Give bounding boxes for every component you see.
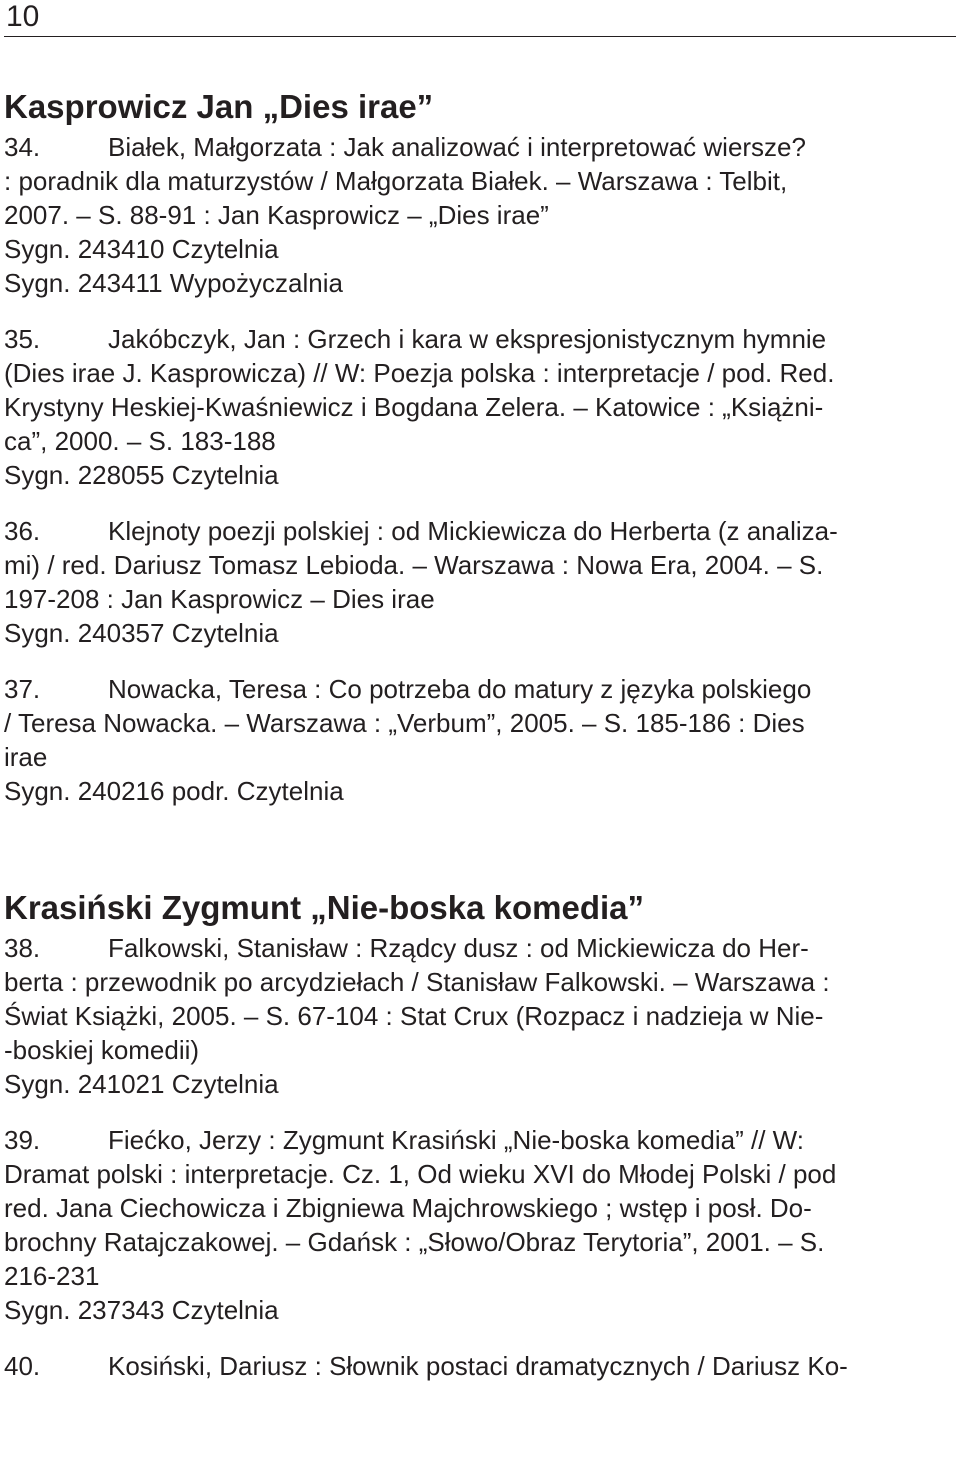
- entry-number: 35.: [4, 324, 41, 354]
- entry-text: Białek, Małgorzata : Jak analizować i interpretować wiersze?: [108, 132, 806, 162]
- entry-text: irae: [4, 742, 48, 772]
- entry-text: Fiećko, Jerzy : Zygmunt Krasiński „Nie-boska komedia” // W:: [108, 1125, 804, 1155]
- bibliography-entry: [4, 672, 956, 808]
- entry-text-line: [4, 164, 956, 198]
- entry-text-line: [4, 1259, 956, 1293]
- entry-text-line: [4, 1157, 956, 1191]
- entry-number: 40.: [4, 1351, 41, 1381]
- bibliography-content: [4, 86, 956, 1383]
- entry-number: 39.: [4, 1125, 41, 1155]
- bibliography-entry: [4, 931, 956, 1101]
- entry-text-line: [4, 706, 956, 740]
- bibliography-entry: [4, 514, 956, 650]
- entry-text: 216-231: [4, 1261, 100, 1291]
- entry-text-line: [4, 1349, 956, 1383]
- entry-text-line: [4, 322, 956, 356]
- entry-text-line: [4, 740, 956, 774]
- entry-text: brochny Ratajczakowej. – Gdańsk : „Słowo/Obraz Terytoria”, 2001. – S.: [4, 1227, 825, 1257]
- entry-text: Dramat polski : interpretacje. Cz. 1, Od wieku XVI do Młodej Polski / pod: [4, 1159, 837, 1189]
- entry-text-line: [4, 965, 956, 999]
- entry-text: 197-208 : Jan Kasprowicz – Dies irae: [4, 584, 435, 614]
- entry-text-line: [4, 1191, 956, 1225]
- shelfmark: Sygn. 240216 podr. Czytelnia: [4, 776, 344, 806]
- entry-text-line: [4, 672, 956, 706]
- bibliography-section: [4, 86, 956, 808]
- shelfmark: Sygn. 241021 Czytelnia: [4, 1069, 279, 1099]
- bibliography-entry: [4, 1123, 956, 1327]
- entry-text: : poradnik dla maturzystów / Małgorzata Białek. – Warszawa : Telbit,: [4, 166, 788, 196]
- bibliography-section: [4, 887, 956, 1383]
- entry-number: 37.: [4, 674, 41, 704]
- entry-text: Jakóbczyk, Jan : Grzech i kara w ekspresjonistycznym hymnie: [108, 324, 827, 354]
- entry-text-line: [4, 999, 956, 1033]
- shelfmark: Sygn. 243411 Wypożyczalnia: [4, 268, 343, 298]
- entry-text-line: [4, 1123, 956, 1157]
- entry-text: 2007. – S. 88-91 : Jan Kasprowicz – „Dies irae”: [4, 200, 549, 230]
- section-heading: Kasprowicz Jan „Dies irae”: [4, 88, 434, 125]
- entry-text-line: [4, 424, 956, 458]
- entry-text: Świat Książki, 2005. – S. 67-104 : Stat Crux (Rozpacz i nadzieja w Nie-: [4, 1001, 824, 1031]
- entry-text-line: [4, 514, 956, 548]
- shelfmark: Sygn. 237343 Czytelnia: [4, 1295, 279, 1325]
- shelfmark: Sygn. 240357 Czytelnia: [4, 618, 279, 648]
- section-heading: Krasiński Zygmunt „Nie-boska komedia”: [4, 889, 645, 926]
- entry-text-line: [4, 931, 956, 965]
- entry-text: Nowacka, Teresa : Co potrzeba do matury z języka polskiego: [108, 674, 812, 704]
- entry-text: Klejnoty poezji polskiej : od Mickiewicza do Herberta (z analiza-: [108, 516, 838, 546]
- entry-text: / Teresa Nowacka. – Warszawa : „Verbum”, 2005. – S. 185-186 : Dies: [4, 708, 805, 738]
- bibliography-entry: [4, 130, 956, 300]
- entry-text: -boskiej komedii): [4, 1035, 200, 1065]
- entry-text: Krystyny Heskiej-Kwaśniewicz i Bogdana Zelera. – Katowice : „Książni-: [4, 392, 824, 422]
- entry-number: 34.: [4, 132, 41, 162]
- entry-text-line: [4, 1225, 956, 1259]
- entry-text: Falkowski, Stanisław : Rządcy dusz : od Mickiewicza do Her-: [108, 933, 809, 963]
- entry-text-line: [4, 390, 956, 424]
- entry-text: berta : przewodnik po arcydziełach / Stanisław Falkowski. – Warszawa :: [4, 967, 830, 997]
- entry-text-line: [4, 582, 956, 616]
- entry-number: 38.: [4, 933, 41, 963]
- entry-text-line: [4, 130, 956, 164]
- bibliography-entry: [4, 1349, 956, 1383]
- entry-text-line: [4, 1033, 956, 1067]
- entry-text-line: [4, 548, 956, 582]
- entry-text: (Dies irae J. Kasprowicza) // W: Poezja polska : interpretacje / pod. Red.: [4, 358, 835, 388]
- entry-text: ca”, 2000. – S. 183-188: [4, 426, 276, 456]
- header-rule: [4, 36, 956, 37]
- page-number: 10: [6, 0, 40, 33]
- shelfmark: Sygn. 243410 Czytelnia: [4, 234, 279, 264]
- bibliography-entry: [4, 322, 956, 492]
- shelfmark: Sygn. 228055 Czytelnia: [4, 460, 279, 490]
- entry-number: 36.: [4, 516, 41, 546]
- entry-text: Kosiński, Dariusz : Słownik postaci dramatycznych / Dariusz Ko-: [108, 1351, 848, 1381]
- entry-text-line: [4, 356, 956, 390]
- entry-text: red. Jana Ciechowicza i Zbigniewa Majchrowskiego ; wstęp i posł. Do-: [4, 1193, 812, 1223]
- entry-text: mi) / red. Dariusz Tomasz Lebioda. – Warszawa : Nowa Era, 2004. – S.: [4, 550, 824, 580]
- entry-text-line: [4, 198, 956, 232]
